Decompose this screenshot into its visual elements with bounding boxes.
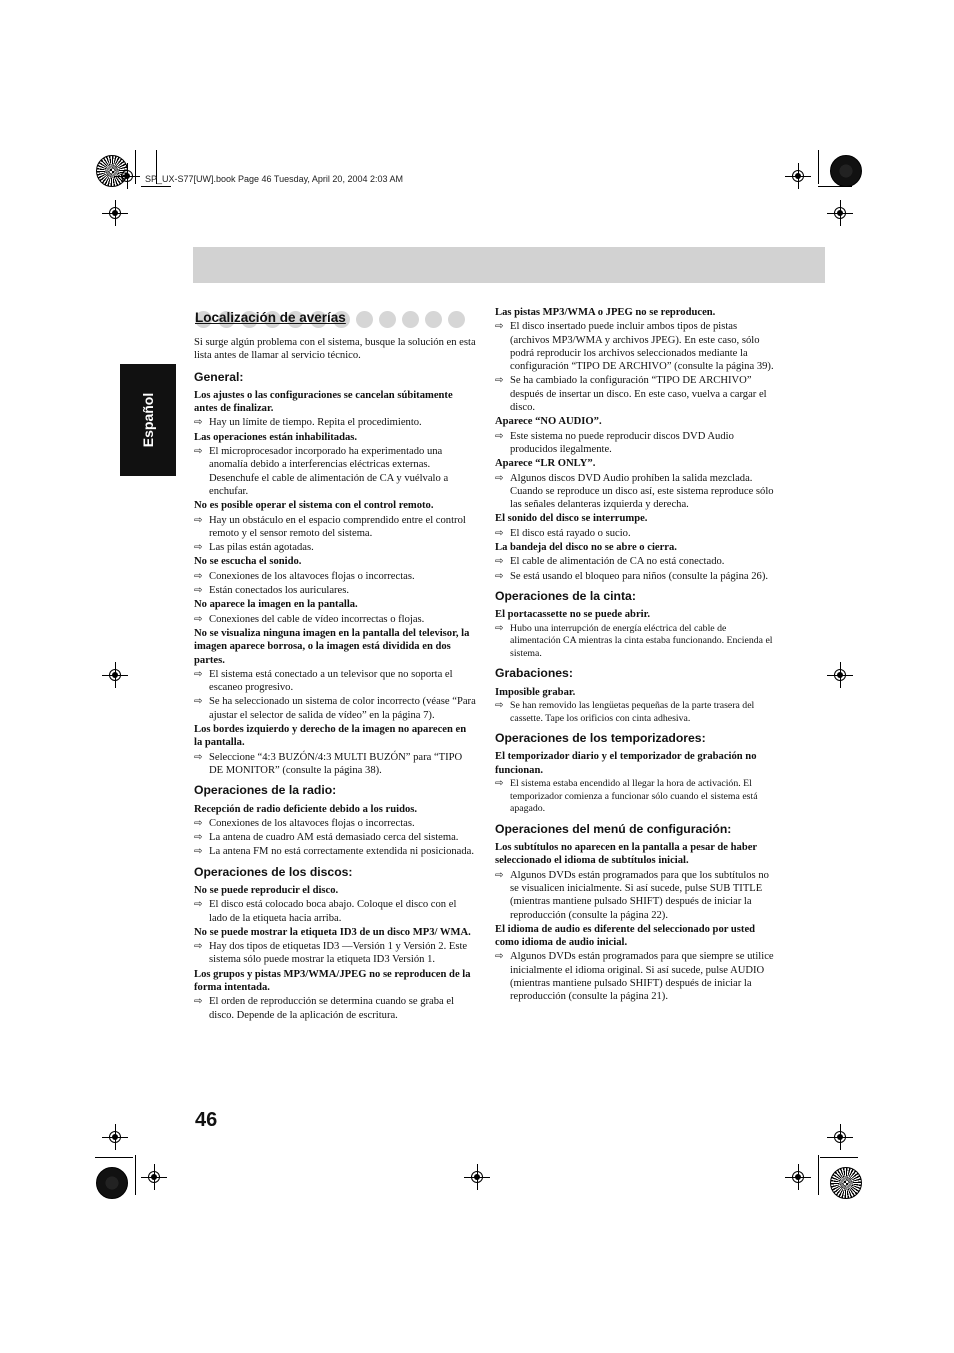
solution: ⇨ El microprocesador incorporado ha experimentado una anomalía debido a interferencias eléctricas externas. Desenchufe el cable de alimentación de CA y vuélvalo a enchufar. [194,446,449,497]
crop-line [818,150,819,184]
page-title: Localización de averías [195,310,346,325]
problem: Aparece “LR ONLY”. [495,458,596,470]
solution: ⇨ El disco está colocado boca abajo. Coloque el disco con el lado de la etiqueta hacia arriba. [194,899,457,924]
left-column [194,336,476,1023]
arrow-icon: ⇨ [495,527,504,539]
problem: Las operaciones están inhabilitadas. [194,431,358,443]
registration-mark [102,200,128,226]
problem: Los bordes izquierdo y derecho de la imagen no aparecen en la pantalla. [194,724,467,749]
solution: ⇨ El cable de alimentación de CA no está conectado. [495,556,725,568]
solution: ⇨ Conexiones del cable de vídeo incorrectas o flojas. [194,613,425,625]
solution: ⇨ Las pilas están agotadas. [194,542,314,554]
solution: ⇨ El disco está rayado o sucio. [495,527,631,539]
solution: ⇨ El sistema estaba encendido al llegar la hora de activación. El temporizador comienza a funcionar sólo cuando el sistema está apagado. [495,777,758,815]
solution: ⇨ El orden de reproducción se determina cuando se graba el disco. Depende de la aplicación de escritura. [194,996,455,1021]
section-heading-radio: Operaciones de la radio: [194,783,337,798]
arrow-icon: ⇨ [194,899,203,911]
crop-disc-bottom-left [96,1167,128,1199]
problem: No se escucha el sonido. [194,556,302,568]
registration-mark [785,1164,811,1190]
arrow-icon: ⇨ [194,846,203,858]
problem: Aparece “NO AUDIO”. [495,416,602,428]
page-title-row [195,309,475,331]
arrow-icon: ⇨ [495,375,504,387]
arrow-icon: ⇨ [495,869,504,881]
arrow-icon: ⇨ [495,556,504,568]
crop-line [818,1155,819,1195]
arrow-icon: ⇨ [194,542,203,554]
problem: La bandeja del disco no se abre o cierra. [495,542,677,554]
solution: ⇨ Hay un obstáculo en el espacio comprendido entre el control remoto y el sensor remoto del sistema. [194,514,466,539]
arrow-icon: ⇨ [194,832,203,844]
problem: Las pistas MP3/WMA o JPEG no se reproducen. [495,307,716,318]
solution: ⇨ La antena de cuadro AM está demasiado cerca del sistema. [194,832,459,844]
header-band [193,247,825,283]
problem: No es posible operar el sistema con el control remoto. [194,500,434,512]
crop-line [95,1157,133,1158]
solution: ⇨ Conexiones de los altavoces flojas o incorrectas. [194,817,415,829]
section-heading-menu: Operaciones del menú de configuración: [495,821,732,836]
arrow-icon: ⇨ [194,446,203,458]
problem: Los grupos y pistas MP3/WMA/JPEG no se reproducen de la forma intentada. [194,968,471,994]
problem: No se puede mostrar la etiqueta ID3 de un disco MP3/ WMA. [194,926,471,938]
crop-line [135,150,136,184]
section-heading-grabaciones: Grabaciones: [495,666,573,681]
page-number: 46 [195,1109,218,1131]
crop-line [141,186,171,187]
problem: El sonido del disco se interrumpe. [495,513,648,525]
problem: No se visualiza ninguna imagen en la pantalla del televisor, la imagen aparece borrosa, o la imagen está dividida en dos partes. [194,627,470,666]
arrow-icon: ⇨ [194,751,203,763]
problem: No se puede reproducir el disco. [194,884,339,896]
problem: Recepción de radio deficiente debido a los ruidos. [194,803,418,815]
arrow-icon: ⇨ [194,514,203,526]
arrow-icon: ⇨ [194,585,203,597]
arrow-icon: ⇨ [495,321,504,333]
solution: ⇨ El disco insertado puede incluir ambos tipos de pistas (archivos MP3/WMA y archivos JPEG). En este caso, sólo podrá reproducir los archivos seleccionados mediante la configuración “TIPO DE ARCHIVO” (consulte la página 39). [495,321,774,373]
section-heading-cinta: Operaciones de la cinta: [495,588,636,603]
solution: ⇨ Hubo una interrupción de energía eléctrica del cable de alimentación CA mientras la cinta estaba funcionando. Encienda el sistema. [495,622,773,659]
crop-disc-top-right [830,155,862,187]
arrow-icon: ⇨ [495,951,504,963]
registration-mark [827,200,853,226]
problem: El portacassette no se puede abrir. [495,609,650,621]
language-tab [120,364,176,476]
arrow-icon: ⇨ [194,613,203,625]
arrow-icon: ⇨ [495,430,504,442]
registration-mark [785,163,811,189]
registration-mark [464,1164,490,1190]
file-header-line: SP_UX-S77[UW].book Page 46 Tuesday, April 20, 2004 2:03 AM [145,174,403,184]
arrow-icon: ⇨ [194,668,203,680]
registration-mark [827,662,853,688]
section-heading-general: General: [194,369,244,384]
solution: ⇨ Se ha seleccionado un sistema de color incorrecto (véase “Para ajustar el selector de salida de vídeo” en la página 7). [194,696,476,721]
right-column [495,305,777,1005]
arrow-icon: ⇨ [194,696,203,708]
intro-text: Si surge algún problema con el sistema, busque la solución en esta lista antes de llamar al servicio técnico. [194,337,476,362]
problem: Imposible grabar. [495,686,576,698]
arrow-icon: ⇨ [194,570,203,582]
solution: ⇨ Seleccione “4:3 BUZÓN/4:3 MULTI BUZÓN” para “TIPO DE MONITOR” (consulte la página 38). [194,751,463,776]
arrow-icon: ⇨ [194,817,203,829]
crop-line [135,1155,136,1195]
solution: ⇨ Están conectados los auriculares. [194,585,350,597]
problem: Los ajustes o las configuraciones se cancelan súbitamente antes de finalizar. [194,389,453,415]
problem: El idioma de audio es diferente del seleccionado por usted como idioma de audio inicial. [495,923,756,949]
registration-mark [141,1164,167,1190]
registration-mark [102,1124,128,1150]
crop-line [818,186,852,187]
arrow-icon: ⇨ [495,472,504,484]
solution: ⇨ Hay un límite de tiempo. Repita el procedimiento. [194,417,422,429]
solution: ⇨ Este sistema no puede reproducir discos DVD Audio producidos ilegalmente. [495,430,734,455]
solution: ⇨ La antena FM no está correctamente extendida ni posicionada. [194,846,475,858]
solution: ⇨ Algunos discos DVD Audio prohíben la salida mezclada. Cuando se reproduce un disco así, este sistema reproduce sólo las señales delanteras izquierda y derecha. [495,472,774,511]
registration-mark [102,662,128,688]
problem: No aparece la imagen en la pantalla. [194,599,358,611]
problem: Los subtítulos no aparecen en la pantalla a pesar de haber seleccionado el idioma de subtítulos inicial. [495,842,757,867]
registration-mark [114,163,140,189]
solution: ⇨ Se está usando el bloqueo para niños (consulte la página 26). [495,570,769,582]
solution: ⇨ Se han removido las lengüetas pequeñas de la parte trasera del cassette. Tape los orificios con cinta adhesiva. [495,699,755,724]
arrow-icon: ⇨ [495,622,504,634]
language-tab-label: Español [140,392,156,448]
arrow-icon: ⇨ [194,941,203,953]
problem: El temporizador diario y el temporizador de grabación no funcionan. [495,751,757,776]
solution: ⇨ Algunos DVDs están programados para que los subtítulos no se visualicen inicialmente. Si así sucede, pulse SUB TITLE (mientras mantiene pulsado SHIFT) después de iniciar la reproducción (consulte la página 22). [495,869,769,921]
section-heading-temporizadores: Operaciones de los temporizadores: [495,731,706,746]
solution: ⇨ Hay dos tipos de etiquetas ID3 —Versión 1 y Versión 2. Este sistema sólo puede mostrar la etiqueta ID3 Versión 1. [194,941,468,966]
arrow-icon: ⇨ [495,570,504,582]
solution: ⇨ El sistema está conectado a un televisor que no soporta el escaneo progresivo. [194,668,453,694]
solution: ⇨ Algunos DVDs están programados para que siempre se utilice inicialmente el idioma original. Si así sucede, pulse AUDIO (mientras mantiene pulsado SHIFT) después de iniciar la reproducción (consulte la página 21). [495,951,774,1003]
arrow-icon: ⇨ [194,996,203,1008]
registration-mark [827,1124,853,1150]
arrow-icon: ⇨ [194,417,203,429]
arrow-icon: ⇨ [495,777,504,789]
section-heading-discos: Operaciones de los discos: [194,864,353,879]
solution: ⇨ Se ha cambiado la configuración “TIPO DE ARCHIVO” después de insertar un disco. En este caso, vuelva a cargar el disco. [495,375,767,414]
solution: ⇨ Conexiones de los altavoces flojas o incorrectas. [194,570,415,582]
arrow-icon: ⇨ [495,699,504,711]
crop-disc-bottom-right [830,1167,862,1199]
crop-line [820,1157,858,1158]
